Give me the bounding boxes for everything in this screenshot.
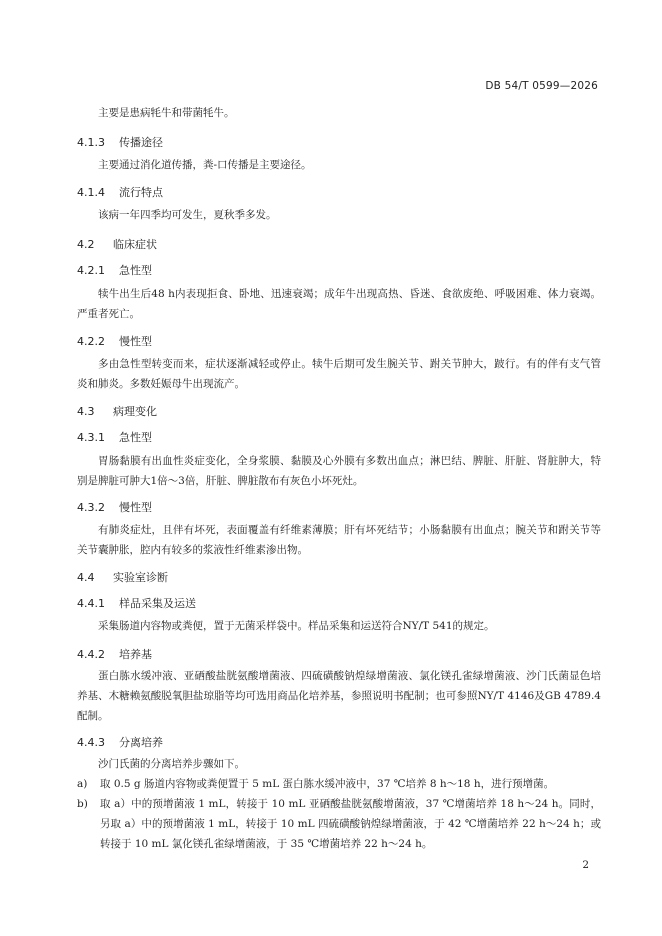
section-number: 4.1.3 xyxy=(77,136,105,149)
section-number: 4.3.2 xyxy=(77,501,105,514)
section-number: 4.1.4 xyxy=(77,186,105,199)
section-title: 急性型 xyxy=(119,264,152,277)
section-number: 4.2 xyxy=(77,238,95,251)
section-title: 实验室诊断 xyxy=(113,571,168,584)
section-heading-4-4-1 xyxy=(77,595,196,611)
paragraph: 多由急性型转变而来，症状逐渐减轻或停止。犊牛后期可发生腕关节、跗关节肿大，跛行。有的伴有支气管炎和肺炎。多数妊娠母牛出现流产。 xyxy=(77,358,601,390)
section-title: 临床症状 xyxy=(113,238,157,251)
section-heading-4-3 xyxy=(77,403,157,419)
section-heading-4-3-2 xyxy=(77,499,152,515)
section-title: 分离培养 xyxy=(119,736,163,749)
list-marker: a) xyxy=(77,778,88,790)
paragraph: 犊牛出生后48 h内表现拒食、卧地、迅速衰竭；成年牛出现高热、昏迷、食欲废绝、呼吸困难、体力衰竭。严重者死亡。 xyxy=(77,288,601,320)
section-number: 4.4 xyxy=(77,571,95,584)
list-item-b xyxy=(77,794,601,854)
section-number: 4.2.2 xyxy=(77,335,105,348)
section-heading-4-4-2 xyxy=(77,646,152,662)
section-heading-4-3-1 xyxy=(77,429,152,445)
paragraph: 沙门氏菌的分离培养步骤如下。 xyxy=(98,758,245,770)
section-title: 慢性型 xyxy=(119,501,152,514)
list-item-text: 取 a）中的预增菌液 1 mL，转接于 10 mL 亚硒酸盐胱氨酸增菌液，37 ℃增菌培养 18 h～24 h。同时，另取 a）中的预增菌液 1 mL，转接于 10 mL 四硫磺酸钠煌绿增菌液，于 42 ℃增菌培养 22 h～24 h；或转接于 10 mL 氯化镁孔雀绿增菌液，于 35 ℃增菌培养 22 h～24 h。 xyxy=(100,798,601,850)
paragraph: 主要是患病牦牛和带菌牦牛。 xyxy=(98,107,235,119)
section-number: 4.3 xyxy=(77,405,95,418)
section-title: 培养基 xyxy=(119,648,152,661)
paragraph: 主要通过消化道传播，粪-口传播是主要途径。 xyxy=(98,159,312,171)
section-heading-4-1-3 xyxy=(77,134,163,150)
paragraph: 有肺炎症灶，且伴有坏死，表面覆盖有纤维素薄膜；肝有坏死结节；小肠黏膜有出血点；腕关节和跗关节等关节囊肿胀，腔内有较多的浆液性纤维素渗出物。 xyxy=(77,524,601,556)
section-title: 传播途径 xyxy=(119,136,163,149)
section-title: 慢性型 xyxy=(119,335,152,348)
section-heading-4-2 xyxy=(77,236,157,252)
list-item-text: 取 0.5 g 肠道内容物或粪便置于 5 mL 蛋白胨水缓冲液中，37 ℃培养 8 h～18 h，进行预增菌。 xyxy=(100,778,555,790)
section-number: 4.3.1 xyxy=(77,431,105,444)
paragraph: 胃肠黏膜有出血性炎症变化，全身浆膜、黏膜及心外膜有多数出血点；淋巴结、脾脏、肝脏、肾脏肿大，特别是脾脏可肿大1倍～3倍，肝脏、脾脏散布有灰色小坏死灶。 xyxy=(77,455,601,487)
section-heading-4-2-1 xyxy=(77,262,152,278)
section-number: 4.4.2 xyxy=(77,648,105,661)
paragraph: 蛋白胨水缓冲液、亚硒酸盐胱氨酸增菌液、四硫磺酸钠煌绿增菌液、氯化镁孔雀绿增菌液、沙门氏菌显色培养基、木糖赖氨酸脱氧胆盐琼脂等均可选用商品化培养基，参照说明书配制；也可参照NY/T 4146及GB 4789.4配制。 xyxy=(77,670,601,722)
section-heading-4-4-3 xyxy=(77,734,163,750)
list-marker: b) xyxy=(77,798,88,810)
standard-code-header: DB 54/T 0599—2026 xyxy=(485,80,598,92)
list-item-a xyxy=(77,774,601,794)
paragraph: 该病一年四季均可发生，夏秋季多发。 xyxy=(98,209,277,221)
section-heading-4-4 xyxy=(77,569,168,585)
paragraph: 采集肠道内容物或粪便，置于无菌采样袋中。样品采集和运送符合NY/T 541的规定。 xyxy=(98,620,495,632)
page-number: 2 xyxy=(582,859,589,871)
section-title: 流行特点 xyxy=(119,186,163,199)
section-title: 样品采集及运送 xyxy=(119,597,196,610)
section-title: 病理变化 xyxy=(113,405,157,418)
section-number: 4.2.1 xyxy=(77,264,105,277)
section-heading-4-1-4 xyxy=(77,184,163,200)
section-number: 4.4.1 xyxy=(77,597,105,610)
section-number: 4.4.3 xyxy=(77,736,105,749)
section-title: 急性型 xyxy=(119,431,152,444)
section-heading-4-2-2 xyxy=(77,333,152,349)
